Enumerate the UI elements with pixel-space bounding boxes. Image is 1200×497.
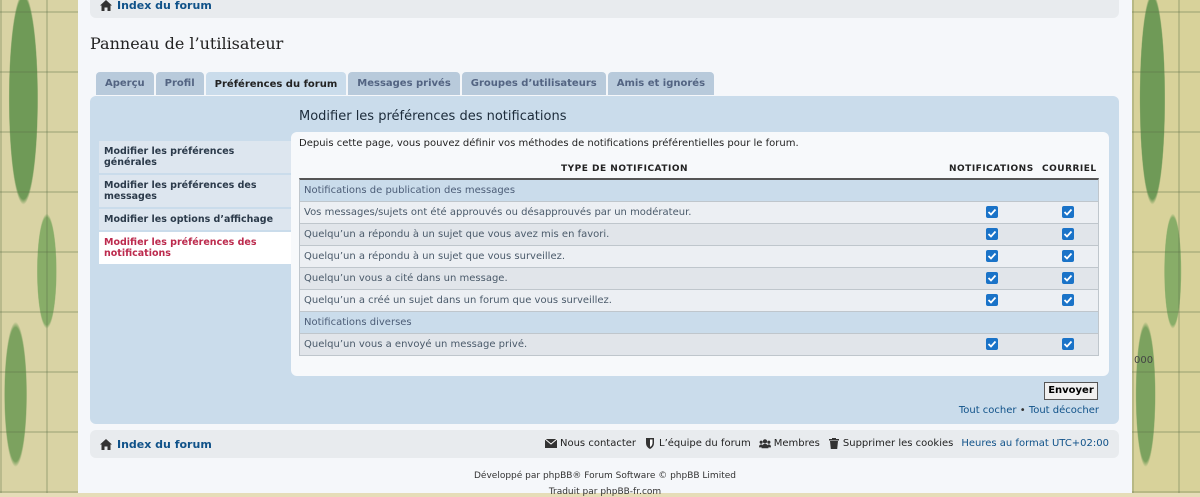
credits-line-2: Traduit par phpBB-fr.com: [548, 487, 662, 497]
table-row: [299, 334, 1099, 356]
sidebar-menu: [99, 141, 291, 266]
footer-breadcrumb[interactable]: [100, 438, 212, 451]
notification-checkbox[interactable]: [986, 294, 998, 306]
home-icon: [100, 439, 112, 450]
email-checkbox[interactable]: [1062, 206, 1074, 218]
footer-home-link[interactable]: Index du forum: [117, 438, 212, 451]
trash-icon: [828, 438, 840, 449]
tab-amis-ignores[interactable]: Amis et ignorés: [608, 72, 714, 95]
column-header-email: COURRIEL: [1042, 164, 1097, 174]
table-row: [299, 224, 1099, 246]
delete-cookies-link[interactable]: [828, 438, 953, 449]
notification-type-label: Quelqu’un a répondu à un sujet que vous surveillez.: [304, 251, 566, 262]
description: Depuis cette page, vous pouvez définir vos méthodes de notifications préférentielles pour le forum.: [299, 138, 799, 149]
main-panel: [90, 96, 1119, 424]
check-all-link[interactable]: Tout cocher: [958, 405, 1017, 416]
breadcrumb-home-link[interactable]: Index du forum: [117, 0, 212, 12]
column-header-type: TYPE DE NOTIFICATION: [561, 164, 688, 174]
notification-checkbox[interactable]: [986, 272, 998, 284]
separator: •: [1019, 405, 1026, 416]
envelope-icon: [545, 438, 557, 449]
contact-link[interactable]: [545, 438, 636, 449]
contact-label: Nous contacter: [560, 438, 637, 449]
delete-cookies-label: Supprimer les cookies: [842, 438, 954, 449]
credits-line-1: Développé par phpBB® Forum Software © phpBB Limited: [474, 471, 736, 481]
submit-button[interactable]: Envoyer: [1044, 382, 1098, 400]
team-label: L’équipe du forum: [659, 438, 751, 449]
email-checkbox[interactable]: [1062, 294, 1074, 306]
sidebar-item-display[interactable]: Modifier les options d’affichage: [99, 209, 291, 230]
users-icon: [759, 438, 771, 449]
notification-type-label: Quelqu’un vous a cité dans un message.: [304, 273, 508, 284]
team-link[interactable]: [644, 438, 751, 449]
notification-type-label: Quelqu’un a créé un sujet dans un forum que vous surveillez.: [304, 295, 612, 306]
notification-type-label: Quelqu’un a répondu à un sujet que vous avez mis en favori.: [304, 229, 610, 240]
members-label: Membres: [773, 438, 820, 449]
column-header-notifications: NOTIFICATIONS: [949, 164, 1034, 174]
tab-messages-prives[interactable]: Messages privés: [348, 72, 460, 95]
home-icon: [100, 0, 112, 11]
page-title: Panneau de l’utilisateur: [90, 34, 284, 53]
table-row: [299, 246, 1099, 268]
notification-type-label: Quelqu’un vous a envoyé un message privé.: [304, 339, 528, 350]
map-coordinate-label: 000: [1134, 355, 1154, 366]
email-checkbox[interactable]: [1062, 338, 1074, 350]
footer-navbar: [90, 430, 1119, 458]
table-row: [299, 268, 1099, 290]
table-section-heading: [299, 178, 1099, 202]
section-heading-label: Notifications diverses: [304, 317, 412, 328]
notification-table: [299, 158, 1099, 356]
email-checkbox[interactable]: [1062, 250, 1074, 262]
tab-bar: [96, 72, 714, 95]
notification-checkbox[interactable]: [986, 250, 998, 262]
tab-apercu[interactable]: Aperçu: [96, 72, 154, 95]
footer-links: [545, 438, 1109, 449]
top-navbar: [90, 0, 1119, 18]
notification-checkbox[interactable]: [986, 228, 998, 240]
table-row: [299, 202, 1099, 224]
table-section-heading: [299, 312, 1099, 334]
table-row: [299, 290, 1099, 312]
tab-profil[interactable]: Profil: [156, 72, 204, 95]
shield-icon: [644, 438, 656, 449]
background-map-left: [0, 0, 78, 493]
sidebar-item-general[interactable]: Modifier les préférences générales: [99, 141, 291, 173]
content-box: [291, 132, 1109, 376]
uncheck-all-link[interactable]: Tout décocher: [1028, 405, 1099, 416]
email-checkbox[interactable]: [1062, 272, 1074, 284]
notification-checkbox[interactable]: [986, 206, 998, 218]
notification-checkbox[interactable]: [986, 338, 998, 350]
mark-links: [959, 405, 1099, 416]
content-title: Modifier les préférences des notifications: [299, 109, 567, 124]
members-link[interactable]: [759, 438, 820, 449]
sidebar-item-messages[interactable]: Modifier les préférences des messages: [99, 175, 291, 207]
tab-groupes[interactable]: Groupes d’utilisateurs: [462, 72, 606, 95]
table-header: [299, 158, 1099, 178]
tab-preferences-forum[interactable]: Préférences du forum: [206, 72, 347, 95]
page-wrap: [78, 0, 1132, 497]
timezone-label: Heures au format UTC+02:00: [961, 438, 1109, 449]
notification-type-label: Vos messages/sujets ont été approuvés ou désapprouvés par un modérateur.: [304, 207, 692, 218]
background-map-right: [1132, 0, 1200, 493]
section-heading-label: Notifications de publication des messages: [304, 185, 516, 196]
email-checkbox[interactable]: [1062, 228, 1074, 240]
sidebar-item-notifications[interactable]: Modifier les préférences des notifications: [99, 232, 291, 264]
breadcrumb[interactable]: [100, 0, 212, 12]
